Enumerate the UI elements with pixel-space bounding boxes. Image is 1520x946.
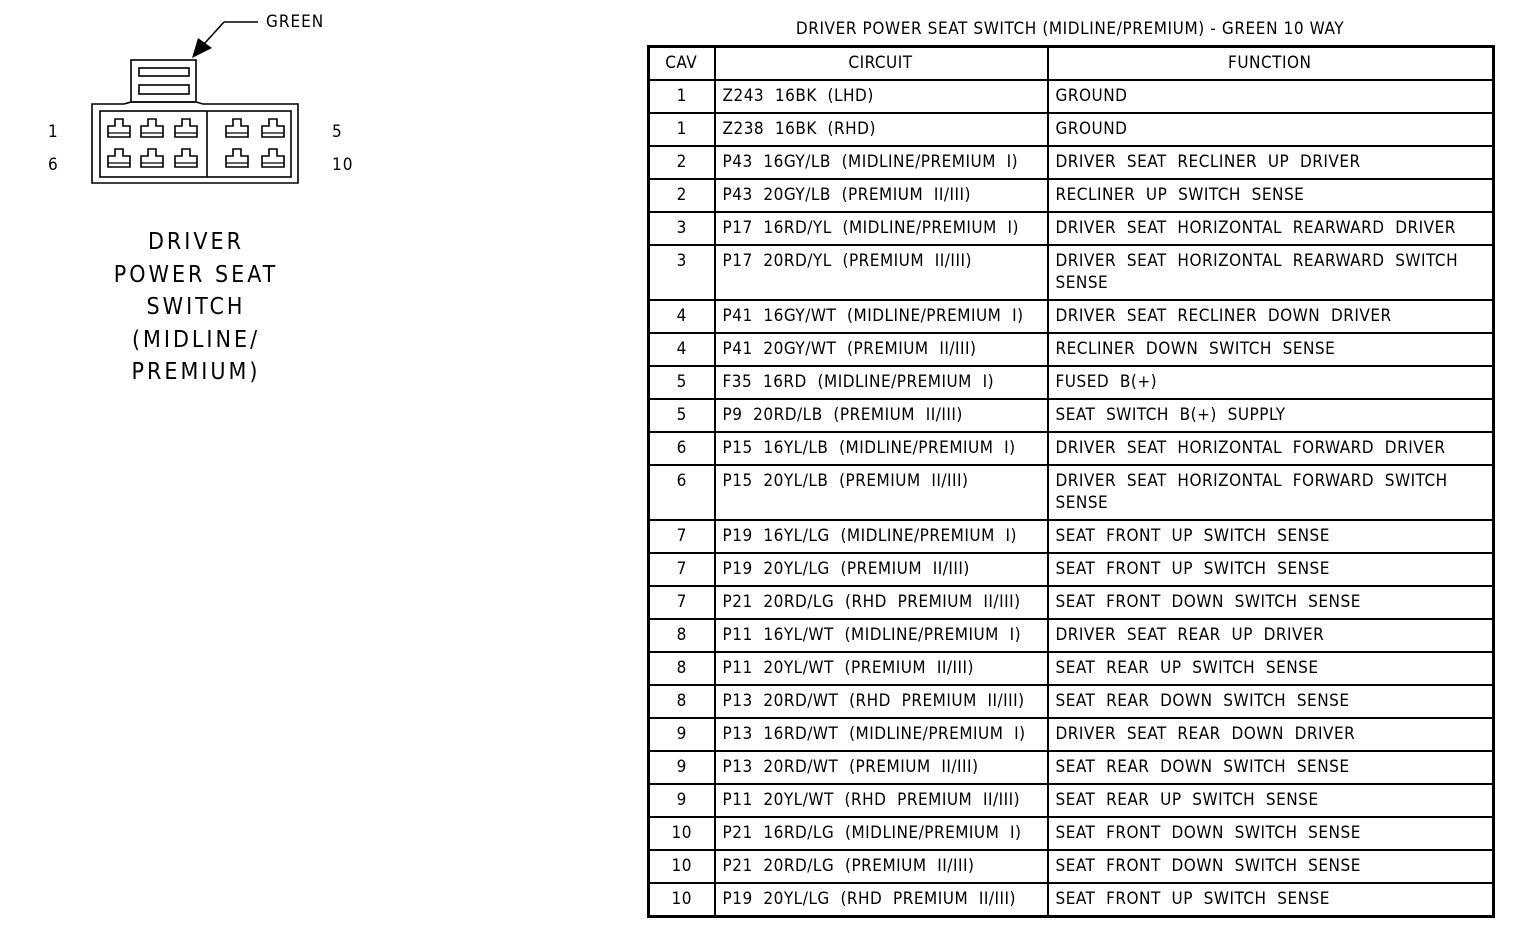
cav-cell: 1	[649, 80, 715, 113]
table-row	[649, 300, 1494, 333]
function-cell: SEAT FRONT DOWN SWITCH SENSE	[1048, 850, 1494, 883]
connector-color-label: GREEN	[266, 12, 325, 32]
function-cell: RECLINER UP SWITCH SENSE	[1048, 179, 1494, 212]
circuit-cell: P19 20YL/LG (RHD PREMIUM II/III)	[715, 883, 1048, 917]
function-cell: GROUND	[1048, 113, 1494, 146]
connector-name-line: (MIDLINE/	[131, 326, 261, 353]
function-cell: FUSED B(+)	[1048, 366, 1494, 399]
terminal-cavity	[226, 149, 248, 167]
function-cell: SEAT FRONT UP SWITCH SENSE	[1048, 883, 1494, 917]
function-cell: DRIVER SEAT REAR UP DRIVER	[1048, 619, 1494, 652]
pinout-table	[647, 45, 1495, 918]
table-row	[649, 432, 1494, 465]
table-row	[649, 520, 1494, 553]
circuit-cell: P41 20GY/WT (PREMIUM II/III)	[715, 333, 1048, 366]
table-row	[649, 146, 1494, 179]
table-row	[649, 850, 1494, 883]
function-cell: SEAT SWITCH B(+) SUPPLY	[1048, 399, 1494, 432]
table-row	[649, 784, 1494, 817]
circuit-cell: P19 20YL/LG (PREMIUM II/III)	[715, 553, 1048, 586]
cav-cell: 7	[649, 586, 715, 619]
header-circuit: CIRCUIT	[715, 47, 1048, 81]
circuit-cell: Z243 16BK (LHD)	[715, 80, 1048, 113]
circuit-cell: P21 20RD/LG (PREMIUM II/III)	[715, 850, 1048, 883]
table-row	[649, 113, 1494, 146]
circuit-cell: P17 20RD/YL (PREMIUM II/III)	[715, 245, 1048, 300]
table-row	[649, 718, 1494, 751]
function-cell: DRIVER SEAT HORIZONTAL REARWARD SWITCH SENSE	[1048, 245, 1494, 300]
cav-cell: 4	[649, 333, 715, 366]
table-row	[649, 619, 1494, 652]
cav-cell: 6	[649, 465, 715, 520]
circuit-cell: Z238 16BK (RHD)	[715, 113, 1048, 146]
pin-label-6: 6	[48, 155, 59, 175]
circuit-cell: P19 16YL/LG (MIDLINE/PREMIUM I)	[715, 520, 1048, 553]
cav-cell: 9	[649, 718, 715, 751]
terminal-cavity	[108, 149, 130, 167]
function-cell: DRIVER SEAT HORIZONTAL FORWARD SWITCH SENSE	[1048, 465, 1494, 520]
circuit-cell: P43 16GY/LB (MIDLINE/PREMIUM I)	[715, 146, 1048, 179]
cav-cell: 10	[649, 850, 715, 883]
function-cell: DRIVER SEAT HORIZONTAL REARWARD DRIVER	[1048, 212, 1494, 245]
table-body	[649, 80, 1494, 917]
connector-lock-tab	[131, 60, 196, 102]
function-cell: SEAT FRONT UP SWITCH SENSE	[1048, 520, 1494, 553]
function-cell: DRIVER SEAT RECLINER UP DRIVER	[1048, 146, 1494, 179]
function-cell: SEAT FRONT DOWN SWITCH SENSE	[1048, 586, 1494, 619]
circuit-cell: P15 16YL/LB (MIDLINE/PREMIUM I)	[715, 432, 1048, 465]
cav-cell: 9	[649, 751, 715, 784]
circuit-cell: P13 20RD/WT (RHD PREMIUM II/III)	[715, 685, 1048, 718]
terminal-cavity	[141, 119, 163, 137]
terminal-cavity	[262, 119, 284, 137]
circuit-cell: P13 20RD/WT (PREMIUM II/III)	[715, 751, 1048, 784]
table-row	[649, 212, 1494, 245]
table-row	[649, 333, 1494, 366]
function-cell: GROUND	[1048, 80, 1494, 113]
table-row	[649, 245, 1494, 300]
circuit-cell: P11 16YL/WT (MIDLINE/PREMIUM I)	[715, 619, 1048, 652]
circuit-cell: P13 16RD/WT (MIDLINE/PREMIUM I)	[715, 718, 1048, 751]
function-cell: SEAT FRONT UP SWITCH SENSE	[1048, 553, 1494, 586]
circuit-cell: P9 20RD/LB (PREMIUM II/III)	[715, 399, 1048, 432]
connector-name-line: POWER SEAT	[113, 261, 279, 288]
function-cell: SEAT REAR DOWN SWITCH SENSE	[1048, 685, 1494, 718]
table-row	[649, 883, 1494, 917]
cav-cell: 8	[649, 619, 715, 652]
terminal-cavity	[175, 149, 197, 167]
circuit-cell: P15 20YL/LB (PREMIUM II/III)	[715, 465, 1048, 520]
cav-cell: 5	[649, 366, 715, 399]
table-row	[649, 366, 1494, 399]
circuit-cell: P17 16RD/YL (MIDLINE/PREMIUM I)	[715, 212, 1048, 245]
cav-cell: 3	[649, 212, 715, 245]
circuit-cell: P21 20RD/LG (RHD PREMIUM II/III)	[715, 586, 1048, 619]
table-row	[649, 751, 1494, 784]
function-cell: SEAT REAR UP SWITCH SENSE	[1048, 784, 1494, 817]
cav-cell: 7	[649, 553, 715, 586]
table-row	[649, 80, 1494, 113]
circuit-cell: P21 16RD/LG (MIDLINE/PREMIUM I)	[715, 817, 1048, 850]
header-cav: CAV	[649, 47, 715, 81]
cav-cell: 10	[649, 883, 715, 917]
cav-cell: 3	[649, 245, 715, 300]
cav-cell: 7	[649, 520, 715, 553]
cav-cell: 9	[649, 784, 715, 817]
circuit-cell: P43 20GY/LB (PREMIUM II/III)	[715, 179, 1048, 212]
circuit-cell: P41 16GY/WT (MIDLINE/PREMIUM I)	[715, 300, 1048, 333]
function-cell: DRIVER SEAT RECLINER DOWN DRIVER	[1048, 300, 1494, 333]
cav-cell: 10	[649, 817, 715, 850]
terminal-cavity	[141, 149, 163, 167]
circuit-cell: F35 16RD (MIDLINE/PREMIUM I)	[715, 366, 1048, 399]
connector-name-line: PREMIUM)	[131, 359, 261, 385]
terminal-cavity	[175, 119, 197, 137]
table-row	[649, 179, 1494, 212]
cav-cell: 6	[649, 432, 715, 465]
table-title: DRIVER POWER SEAT SWITCH (MIDLINE/PREMIUM) - GREEN 10 WAY	[795, 19, 1345, 39]
function-cell: SEAT REAR UP SWITCH SENSE	[1048, 652, 1494, 685]
color-leader-arrow	[192, 22, 258, 58]
table-row	[649, 652, 1494, 685]
table-row	[649, 586, 1494, 619]
terminal-cavity	[226, 119, 248, 137]
table-header-row	[649, 47, 1494, 81]
function-cell: DRIVER SEAT REAR DOWN DRIVER	[1048, 718, 1494, 751]
terminal-cavity	[108, 119, 130, 137]
table-row	[649, 685, 1494, 718]
cav-cell: 8	[649, 652, 715, 685]
cav-cell: 2	[649, 146, 715, 179]
connector-name	[96, 226, 296, 389]
function-cell: DRIVER SEAT HORIZONTAL FORWARD DRIVER	[1048, 432, 1494, 465]
function-cell: RECLINER DOWN SWITCH SENSE	[1048, 333, 1494, 366]
circuit-cell: P11 20YL/WT (RHD PREMIUM II/III)	[715, 784, 1048, 817]
cav-cell: 2	[649, 179, 715, 212]
function-cell: SEAT FRONT DOWN SWITCH SENSE	[1048, 817, 1494, 850]
table-row	[649, 465, 1494, 520]
connector-body	[92, 102, 298, 183]
table-row	[649, 399, 1494, 432]
connector-name-line: SWITCH	[146, 294, 246, 320]
table-row	[649, 553, 1494, 586]
cav-cell: 5	[649, 399, 715, 432]
cav-cell: 1	[649, 113, 715, 146]
terminal-cavities	[108, 119, 284, 167]
pin-label-10: 10	[332, 155, 354, 175]
connector-name-line: DRIVER	[147, 229, 244, 255]
terminal-cavity	[262, 149, 284, 167]
cav-cell: 4	[649, 300, 715, 333]
table-row	[649, 817, 1494, 850]
header-function: FUNCTION	[1048, 47, 1494, 81]
pin-label-1: 1	[48, 122, 59, 142]
function-cell: SEAT REAR DOWN SWITCH SENSE	[1048, 751, 1494, 784]
cav-cell: 8	[649, 685, 715, 718]
pin-label-5: 5	[332, 122, 343, 142]
circuit-cell: P11 20YL/WT (PREMIUM II/III)	[715, 652, 1048, 685]
